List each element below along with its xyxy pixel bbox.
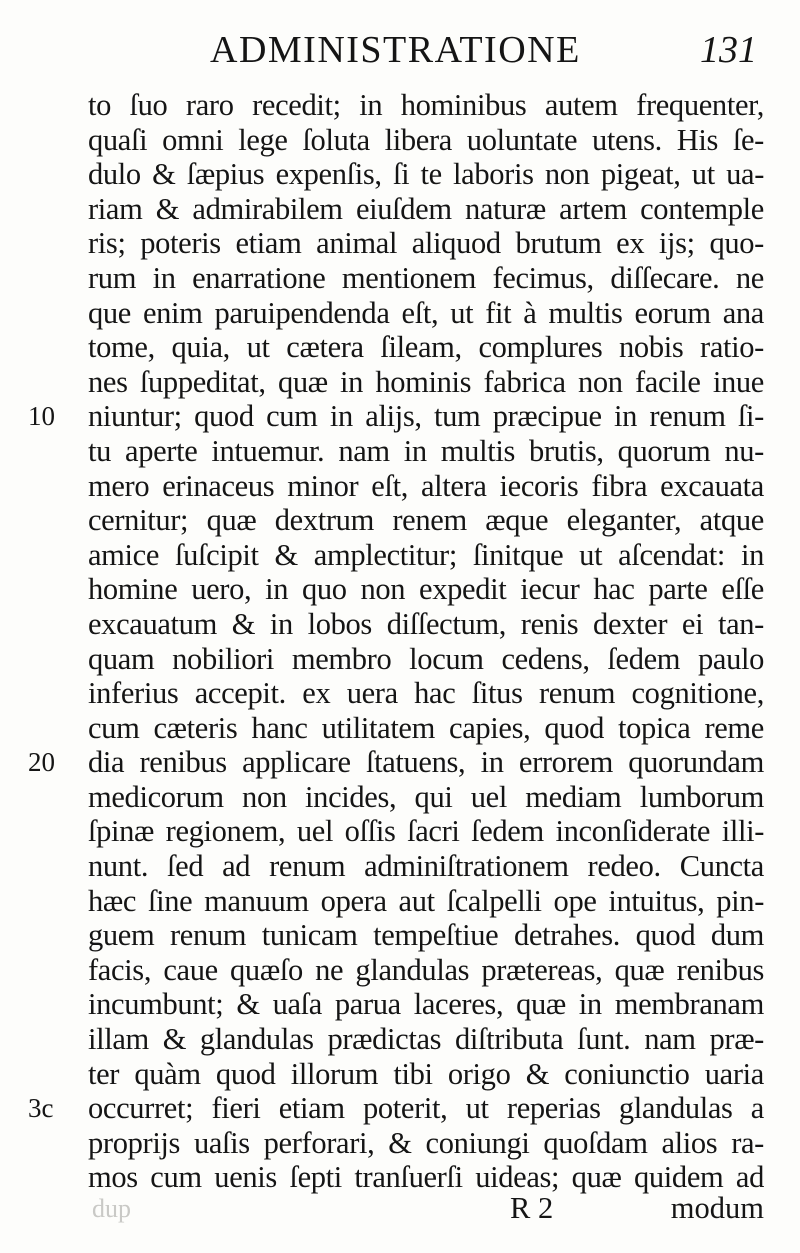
text-line: cernitur; quæ dextrum renem æque eleganter, atque: [88, 503, 764, 538]
running-head: ADMINISTRATIONE: [210, 29, 581, 71]
text-line: proprijs uaſis perforari, & coniungi quoſdam alios ra-: [88, 1125, 764, 1160]
margin-line-number-10: 10: [28, 401, 55, 432]
text-line: hæc ſine manuum opera aut ſcalpelli ope intuitus, pin-: [88, 883, 764, 918]
text-line: occurret; fieri etiam poterit, ut reperias glandulas a: [88, 1091, 764, 1126]
text-line: nunt. ſed ad renum adminiſtrationem redeo. Cuncta: [88, 849, 764, 884]
margin-line-number-30: 3c: [28, 1093, 54, 1124]
text-line: riam & admirabilem eiuſdem naturæ artem contemple: [88, 191, 764, 226]
bleed-through-text: dup: [92, 1194, 131, 1223]
text-line: dia renibus applicare ſtatuens, in errorem quorundam: [88, 745, 764, 780]
text-line: nes ſuppeditat, quæ in hominis fabrica non facile inue: [88, 364, 764, 399]
footer-line: [88, 1190, 764, 1226]
page-number: 131: [700, 29, 757, 71]
text-line: quaſi omni lege ſoluta libera uoluntate utens. His ſe-: [88, 122, 764, 157]
text-line: dulo & ſæpius expenſis, ſi te laboris non pigeat, ut ua-: [88, 157, 764, 192]
text-line: incumbunt; & uaſa parua laceres, quæ in membranam: [88, 987, 764, 1022]
text-line: homine uero, in quo non expedit iecur hac parte eſſe: [88, 572, 764, 607]
text-line: excauatum & in lobos diſſectum, renis dexter ei tan-: [88, 606, 764, 641]
text-line: amice ſuſcipit & amplectitur; ſinitque ut aſcendat: in: [88, 537, 764, 572]
text-line: quam nobiliori membro locum cedens, ſedem paulo: [88, 641, 764, 676]
text-line: rum in enarratione mentionem fecimus, diſſecare. ne: [88, 260, 764, 295]
text-line: mero erinaceus minor eſt, altera iecoris fibra excauata: [88, 468, 764, 503]
text-line: ter quàm quod illorum tibi origo & coniunctio uaria: [88, 1056, 764, 1091]
signature-mark: R 2: [510, 1191, 554, 1225]
catchword: modum: [670, 1191, 764, 1225]
text-line: mos cum uenis ſepti tranſuerſi uideas; quæ quidem ad: [88, 1160, 764, 1195]
text-line: tu aperte intuemur. nam in multis brutis, quorum nu-: [88, 433, 764, 468]
text-line: ris; poteris etiam animal aliquod brutum ex ijs; quo-: [88, 226, 764, 261]
text-line: guem renum tunicam tempeſtiue detrahes. quod dum: [88, 918, 764, 953]
text-line: medicorum non incides, qui uel mediam lumborum: [88, 779, 764, 814]
body-text: [88, 88, 764, 1195]
margin-line-number-20: 20: [28, 747, 55, 778]
text-line: cum cæteris hanc utilitatem capies, quod topica reme: [88, 710, 764, 745]
text-line: ſpinæ regionem, uel oſſis ſacri ſedem inconſiderate illi-: [88, 814, 764, 849]
text-line: que enim paruipendenda eſt, ut fit à multis eorum ana: [88, 295, 764, 330]
text-line: tome, quia, ut cætera ſileam, complures nobis ratio-: [88, 330, 764, 365]
text-line: facis, caue quæſo ne glandulas prætereas, quæ renibus: [88, 952, 764, 987]
text-line: inferius accepit. ex uera hac ſitus renum cognitione,: [88, 676, 764, 711]
text-line: illam & glandulas prædictas diſtributa ſunt. nam præ-: [88, 1022, 764, 1057]
text-line: to ſuo raro recedit; in hominibus autem frequenter,: [88, 88, 764, 122]
text-line: niuntur; quod cum in alijs, tum præcipue in renum ſi-: [88, 399, 764, 434]
